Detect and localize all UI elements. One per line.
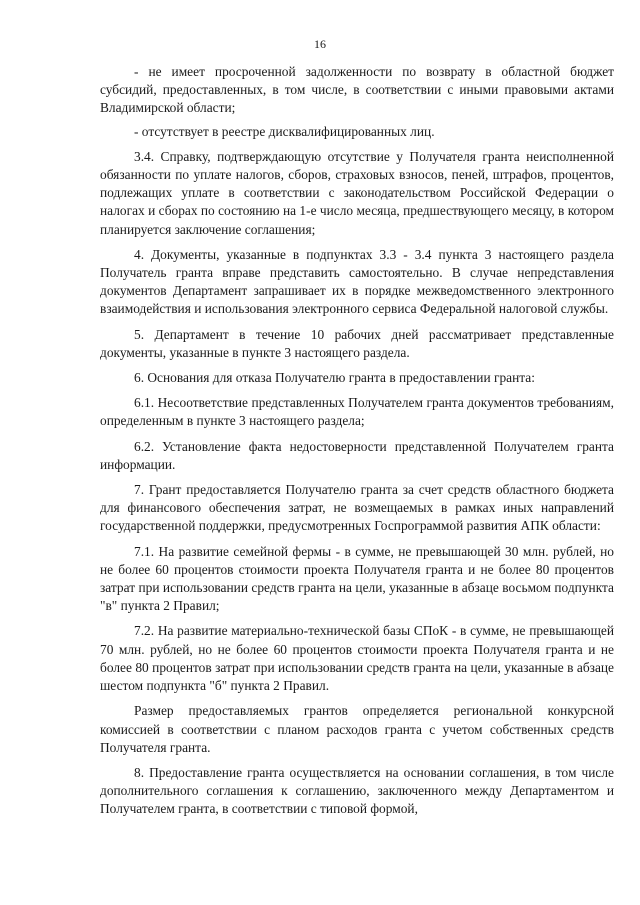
- paragraph-grant-size: Размер предоставляемых грантов определяется региональной конкурсной комиссией в соответствии с планом расходов гранта с учетом собственных средств Получателя гранта.: [100, 703, 614, 755]
- paragraph-not-disqualified: - отсутствует в реестре дисквалифицированных лиц.: [134, 123, 435, 139]
- paragraph-3-4-tax-certificate: 3.4. Справку, подтверждающую отсутствие у Получателя гранта неисполненной обязанности по уплате налогов, сборов, страховых взносов, пеней, штрафов, процентов, подлежащих уплате в соответствии с законодательством Российской Федерации о налогах и сборах по состоянию на 1-е число месяца, предшествующего месяцу, в котором планируется заключение соглашения;: [100, 148, 615, 237]
- paragraph-no-overdue-debt: - не имеет просроченной задолженности по возврату в областной бюджет субсидий, предоставленных, в том числе, в соответствии с иными правовыми актами Владимирской области;: [100, 64, 614, 116]
- paragraph-6-refusal-grounds: 6. Основания для отказа Получателю гранта в предоставлении гранта:: [134, 370, 535, 386]
- paragraph-7-grant-funding: 7. Грант предоставляется Получателю гранта за счет средств областного бюджета для финансового обеспечения затрат, не возмещаемых в рамках иных направлений государственной поддержки, предусмотренных Госпрограммой развития АПК области:: [100, 482, 614, 534]
- paragraph-7-1-family-farm: 7.1. На развитие семейной фермы - в сумме, не превышающей 30 млн. рублей, но не более 60 процентов стоимости проекта Получателя гранта и не более 80 процентов затрат при использовании средств гранта на цели, указанные в абзаце восьмом подпункта "в" пункта 2 Правил;: [100, 543, 614, 614]
- paragraph-4-documents: 4. Документы, указанные в подпунктах 3.3 - 3.4 пункта 3 настоящего раздела Получатель гранта вправе представить самостоятельно. В случае непредставления документов Департамент запрашивает их в порядке межведомственного электронного взаимодействия и использования электронного сервиса Федеральной налоговой службы.: [100, 246, 614, 317]
- document-body: [100, 63, 614, 826]
- paragraph-6-2-false-info: 6.2. Установление факта недостоверности представленной Получателем гранта информации.: [100, 438, 614, 472]
- paragraph-8-agreement: 8. Предоставление гранта осуществляется на основании соглашения, в том числе дополнительного соглашения к соглашению, заключенного между Департаментом и Получателем гранта, в соответствии с типовой формой,: [100, 764, 614, 817]
- paragraph-6-1-nonconformity: 6.1. Несоответствие представленных Получателем гранта документов требованиям, определенным в пункте 3 настоящего раздела;: [100, 395, 614, 429]
- page-number: 16: [314, 37, 326, 51]
- paragraph-7-2-spok: 7.2. На развитие материально-технической базы СПоК - в сумме, не превышающей 70 млн. рублей, но не более 60 процентов стоимости проекта Получателя гранта и не более 80 процентов затрат при использовании средств гранта на цели, указанные в абзаце шестом подпункта "б" пункта 2 Правил.: [100, 623, 614, 694]
- paragraph-5-review: 5. Департамент в течение 10 рабочих дней рассматривает представленные документы, указанные в пункте 3 настоящего раздела.: [100, 326, 614, 360]
